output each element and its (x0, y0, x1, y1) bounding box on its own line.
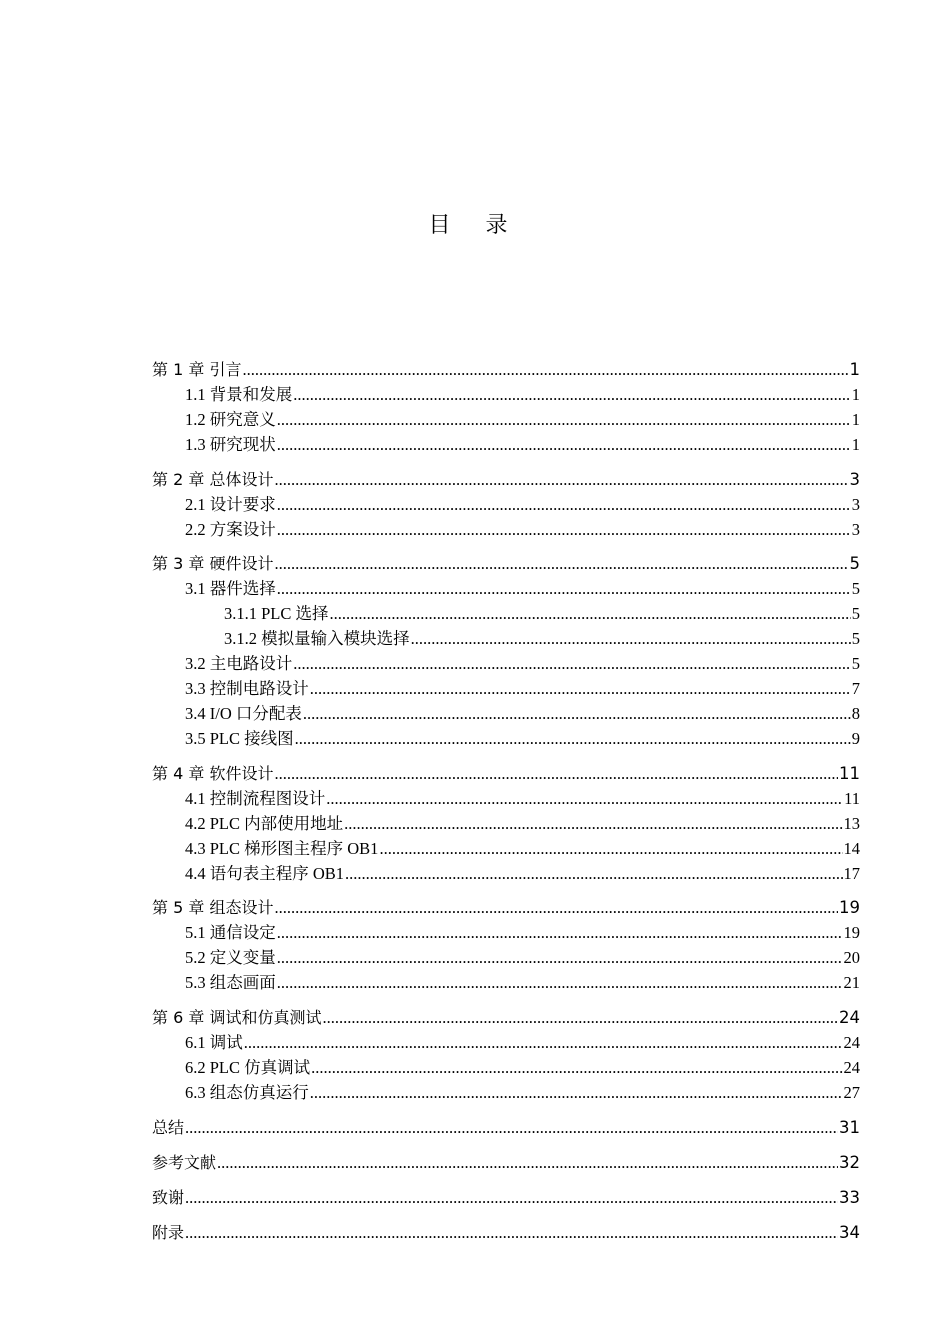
toc-leader-dots (277, 432, 851, 457)
toc-entry-label: 1.2 研究意义 (185, 410, 276, 429)
toc-entry[interactable] (152, 1150, 860, 1175)
toc-leader-dots (274, 467, 848, 492)
toc-entry-label: 第 4 章 软件设计 (152, 763, 274, 783)
toc-entry[interactable] (152, 551, 860, 576)
toc-leader-dots (326, 786, 843, 811)
toc-entry[interactable] (152, 836, 860, 861)
toc-entry-label: 4.2 PLC 内部使用地址 (185, 813, 344, 833)
toc-entry-label: 第 5 章 组态设计 (152, 898, 274, 917)
toc-entry-page: 24 (839, 1007, 860, 1027)
toc-entry-page: 34 (839, 1222, 860, 1242)
toc-leader-dots (277, 407, 851, 432)
toc-entry[interactable] (152, 407, 860, 432)
toc-entry-page: 9 (851, 729, 860, 748)
toc-entry[interactable] (152, 492, 860, 517)
toc-entry-page: 13 (843, 813, 860, 833)
toc-entry-label: 2.2 方案设计 (185, 519, 276, 539)
toc-entry[interactable] (152, 432, 860, 457)
toc-leader-dots (274, 551, 848, 576)
toc-entry[interactable] (152, 467, 860, 492)
toc-entry[interactable] (152, 651, 860, 676)
toc-entry-label: 1.3 研究现状 (185, 435, 276, 454)
toc-leader-dots (295, 726, 851, 751)
toc-leader-dots (274, 761, 838, 786)
toc-entry-label: 3.1.2 模拟量输入模块选择 (224, 629, 410, 648)
toc-entry[interactable] (152, 726, 860, 751)
toc-entry-label: 4.3 PLC 梯形图主程序 OB1 (185, 838, 379, 858)
toc-entry[interactable] (152, 895, 860, 920)
toc-leader-dots (311, 1055, 842, 1080)
toc-leader-dots (411, 626, 851, 651)
toc-entry-label: 6.1 调试 (185, 1032, 243, 1052)
toc-entry[interactable] (152, 945, 860, 970)
toc-entry-page: 20 (843, 948, 860, 967)
toc-leader-dots (310, 1080, 843, 1105)
toc-leader-dots (277, 576, 851, 601)
toc-leader-dots (217, 1150, 838, 1175)
toc-entry[interactable] (152, 1115, 860, 1140)
toc-entry-label: 3.1 器件选择 (185, 579, 276, 598)
toc-leader-dots (303, 701, 851, 726)
toc-leader-dots (277, 945, 843, 970)
toc-entry-page: 7 (851, 679, 860, 698)
toc-entry-page: 3 (849, 469, 860, 489)
toc-entry-page: 19 (839, 898, 860, 917)
toc-entry[interactable] (152, 1030, 860, 1055)
toc-entry-label: 1.1 背景和发展 (185, 385, 293, 404)
toc-entry[interactable] (152, 1080, 860, 1105)
toc-entry-page: 17 (843, 863, 860, 883)
toc-entry-label: 2.1 设计要求 (185, 494, 276, 514)
toc-entry-page: 31 (839, 1117, 860, 1137)
toc-entry[interactable] (152, 676, 860, 701)
toc-entry-page: 3 (851, 494, 860, 514)
toc-entry[interactable] (152, 861, 860, 886)
toc-entry-label: 第 6 章 调试和仿真测试 (152, 1007, 322, 1027)
toc-entry-label: 6.3 组态仿真运行 (185, 1082, 309, 1102)
toc-entry-label: 第 1 章 引言 (152, 360, 242, 379)
toc-entry[interactable] (152, 626, 860, 651)
toc-entry-label: 3.4 I/O 口分配表 (185, 704, 302, 723)
toc-entry-label: 第 3 章 硬件设计 (152, 554, 274, 573)
toc-leader-dots (277, 517, 851, 542)
toc-leader-dots (185, 1115, 838, 1140)
toc-leader-dots (345, 861, 842, 886)
toc-leader-dots (277, 970, 843, 995)
toc-entry[interactable] (152, 601, 860, 626)
toc-entry-page: 24 (843, 1057, 860, 1077)
toc-leader-dots (185, 1185, 838, 1210)
table-of-contents (152, 357, 860, 1245)
toc-entry-page: 14 (843, 838, 860, 858)
toc-entry-label: 第 2 章 总体设计 (152, 469, 274, 489)
toc-leader-dots (293, 382, 851, 407)
toc-entry-page: 5 (851, 604, 860, 623)
toc-leader-dots (242, 357, 848, 382)
toc-entry-label: 3.2 主电路设计 (185, 654, 293, 673)
toc-entry[interactable] (152, 1220, 860, 1245)
toc-entry[interactable] (152, 517, 860, 542)
toc-entry[interactable] (152, 920, 860, 945)
toc-entry-page: 5 (851, 654, 860, 673)
toc-entry-page: 21 (843, 973, 860, 992)
toc-entry-page: 33 (839, 1187, 860, 1207)
toc-entry-page: 8 (851, 704, 860, 723)
toc-entry-label: 5.1 通信设定 (185, 923, 276, 942)
toc-entry[interactable] (152, 576, 860, 601)
toc-entry-page: 5 (851, 579, 860, 598)
toc-entry-label: 3.1.1 PLC 选择 (224, 604, 329, 623)
toc-entry-page: 11 (839, 763, 860, 783)
toc-entry[interactable] (152, 1005, 860, 1030)
toc-leader-dots (293, 651, 851, 676)
toc-entry[interactable] (152, 357, 860, 382)
toc-entry-page: 24 (843, 1032, 860, 1052)
toc-title: 目 录 (428, 213, 522, 238)
toc-leader-dots (379, 836, 842, 861)
toc-entry-label: 3.5 PLC 接线图 (185, 729, 294, 748)
toc-entry-page: 3 (851, 519, 860, 539)
toc-entry[interactable] (152, 761, 860, 786)
toc-entry-page: 1 (851, 410, 860, 429)
toc-leader-dots (185, 1220, 838, 1245)
toc-entry[interactable] (152, 382, 860, 407)
toc-entry[interactable] (152, 970, 860, 995)
toc-entry-label: 附录 (152, 1222, 185, 1242)
toc-entry-label: 3.3 控制电路设计 (185, 679, 309, 698)
toc-leader-dots (310, 676, 851, 701)
toc-entry-page: 19 (843, 923, 860, 942)
toc-leader-dots (244, 1030, 843, 1055)
toc-leader-dots (277, 492, 851, 517)
toc-entry[interactable] (152, 701, 860, 726)
toc-entry-label: 4.4 语句表主程序 OB1 (185, 863, 345, 883)
toc-entry-page: 32 (839, 1152, 860, 1172)
toc-entry-page: 11 (844, 788, 860, 808)
toc-entry-label: 6.2 PLC 仿真调试 (185, 1057, 311, 1077)
toc-leader-dots (330, 601, 851, 626)
toc-leader-dots (277, 920, 843, 945)
toc-entry-label: 参考文献 (152, 1152, 217, 1172)
toc-entry-page: 5 (851, 629, 860, 648)
toc-entry-label: 致谢 (152, 1187, 185, 1207)
toc-entry-page: 1 (851, 385, 860, 404)
toc-entry-page: 1 (851, 435, 860, 454)
toc-entry[interactable] (152, 786, 860, 811)
toc-entry-label: 4.1 控制流程图设计 (185, 788, 326, 808)
toc-entry[interactable] (152, 811, 860, 836)
toc-entry-page: 1 (849, 360, 860, 379)
toc-entry-label: 5.3 组态画面 (185, 973, 276, 992)
toc-entry[interactable] (152, 1185, 860, 1210)
toc-entry[interactable] (152, 1055, 860, 1080)
toc-entry-page: 27 (843, 1082, 860, 1102)
toc-entry-label: 总结 (152, 1117, 185, 1137)
toc-entry-label: 5.2 定义变量 (185, 948, 276, 967)
toc-leader-dots (322, 1005, 838, 1030)
toc-leader-dots (274, 895, 838, 920)
toc-leader-dots (344, 811, 842, 836)
toc-entry-page: 5 (849, 554, 860, 573)
